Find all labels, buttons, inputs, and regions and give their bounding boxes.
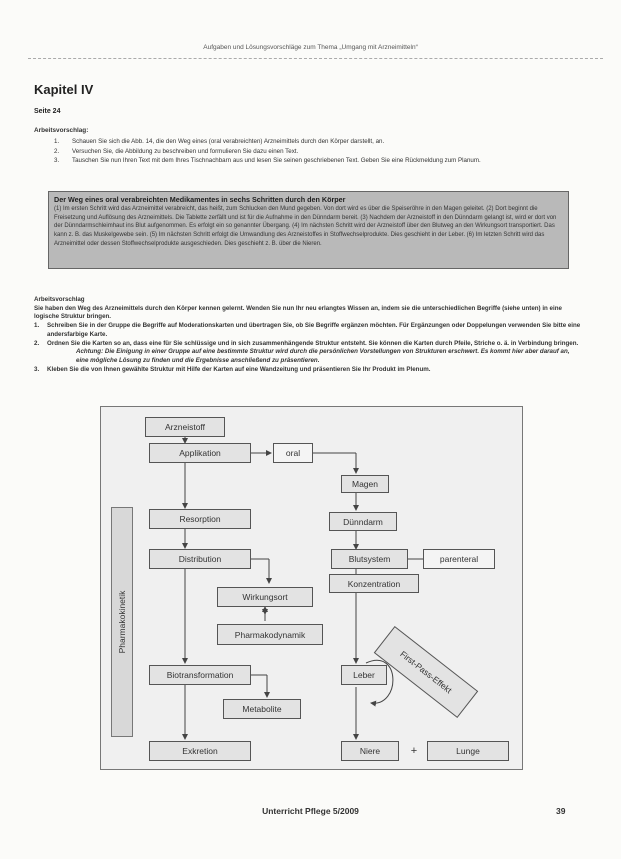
list-item: 2. Ordnen Sie die Karten so an, dass eine für Sie schlüssige und in sich zusammenhängende Struktur entsteht. Sie können die Karten durch Pfeile, Striche o. ä. in Verbindung bringen. bbox=[34, 339, 579, 347]
pharmacology-diagram bbox=[100, 406, 523, 770]
node-duenndarm: Dünndarm bbox=[329, 512, 397, 531]
node-oral: oral bbox=[273, 443, 313, 463]
task1-list bbox=[54, 137, 574, 166]
task2-section bbox=[34, 296, 582, 374]
task2-note: Achtung: Die Einigung in einer Gruppe auf eine bestimmte Struktur wird durch die persönlichen Vorstellungen von Strukturen erschwert. Es kommt hier aber darauf an, eine mögliche Lösung zu finden und die Ergebnisse anschließend zu präsentieren. bbox=[76, 348, 570, 364]
node-niere: Niere bbox=[341, 741, 399, 761]
node-magen: Magen bbox=[341, 475, 389, 493]
node-blutsystem: Blutsystem bbox=[331, 549, 408, 569]
pharmakokinetik-label: Pharmakokinetik bbox=[117, 590, 127, 654]
page-reference: Seite 24 bbox=[34, 108, 61, 115]
page-number: 39 bbox=[556, 806, 566, 816]
node-arzneistoff: Arzneistoff bbox=[145, 417, 225, 437]
list-item: 3. Tauschen Sie nun Ihren Text mit dem Ihres Tischnachbarn aus und lesen Sie seinen geschriebenen Text. Geben Sie eine Rückmeldung zum Planum. bbox=[54, 157, 481, 164]
node-lunge: Lunge bbox=[427, 741, 509, 761]
plus-sign: + bbox=[410, 745, 418, 757]
info-box-title: Der Weg eines oral verabreichten Medikamentes in sechs Schritten durch den Körper bbox=[54, 195, 346, 204]
node-wirkungsort: Wirkungsort bbox=[217, 587, 313, 607]
info-box-body: (1) Im ersten Schritt wird das Arzneimittel verabreicht, das heißt, zum Schlucken den Mund gegeben. Von dort wird es über die Speiseröhre in den Magen geleitet. (2) Dort beginnt die Freisetzung und Auflösung des Arzneimittels. Die Tablette zerfällt und ist für die Aufnahme in den Dünndarm bereit. (3) Nachdem der Arzneistoff in den Dünndarm gelangt ist, wird er dort von der Dünndarmschleimhaut ins Blut aufgenommen. Es erfolgt ein so genannter Übergang. (4) Im nächsten Schritt wird der Arzneistoff über den Blutweg an den Wirkungsort transportiert. Das kann z. B. das Muskelgewebe sein. (5) Im nächsten Schritt erfolgt die Umwandlung des Arzneistoffes in Stoffwechselprodukte. Dies geschieht in der Leber. (6) Im letzten Schritt wird das Arzneimittel oder dessen Stoffwechselprodukte ausgeschieden. Dies geschieht z. B. über die Nieren. bbox=[54, 206, 557, 247]
list-item: 1. Schreiben Sie in der Gruppe die Begriffe auf Moderationskarten und übertragen Sie, ob Sie Begriffe ergänzen möchten. Für Ergänzungen oder Doppelungen verwenden Sie bitte eine andersfarbige Karte. bbox=[34, 322, 581, 338]
running-header: Aufgaben und Lösungsvorschläge zum Thema „Umgang mit Arzneimitteln“ bbox=[203, 44, 418, 51]
node-metabolite: Metabolite bbox=[223, 699, 301, 719]
node-first-pass-effekt: First-Pass-Effekt bbox=[374, 626, 478, 718]
node-parenteral: parenteral bbox=[423, 549, 495, 569]
chapter-title: Kapitel IV bbox=[34, 82, 94, 97]
node-distribution: Distribution bbox=[149, 549, 251, 569]
node-konzentration: Konzentration bbox=[329, 574, 419, 593]
node-resorption: Resorption bbox=[149, 509, 251, 529]
node-applikation: Applikation bbox=[149, 443, 251, 463]
task1-label: Arbeitsvorschlag: bbox=[34, 127, 89, 134]
list-item: 3. Kleben Sie die von Ihnen gewählte Struktur mit Hilfe der Karten auf eine Wandzeitung und präsentieren Sie Ihr Produkt im Plenum. bbox=[34, 365, 431, 373]
node-pharmakodynamik: Pharmakodynamik bbox=[217, 624, 323, 645]
footer-journal: Unterricht Pflege 5/2009 bbox=[262, 806, 359, 816]
pharmakokinetik-bar bbox=[111, 507, 133, 737]
node-leber: Leber bbox=[341, 665, 387, 685]
header-rule bbox=[28, 58, 603, 59]
info-box bbox=[48, 191, 569, 269]
task2-intro: Sie haben den Weg des Arzneimittels durch den Körper kennen gelernt. Wenden Sie nun Ihr neu erlangtes Wissen an, indem sie die unterschiedlichen Begriffe (siehe unten) in eine logische Struktur bringen. bbox=[34, 304, 562, 321]
node-biotransformation: Biotransformation bbox=[149, 665, 251, 685]
list-item: 2. Versuchen Sie, die Abbildung zu beschreiben und formulieren Sie dazu einen Text. bbox=[54, 147, 299, 155]
node-exkretion: Exkretion bbox=[149, 741, 251, 761]
task2-label: Arbeitsvorschlag bbox=[34, 296, 85, 303]
list-item: 1. Schauen Sie sich die Abb. 14, die den Weg eines (oral verabreichten) Arzneimittels durch den Körper darstellt, an. bbox=[54, 138, 385, 145]
